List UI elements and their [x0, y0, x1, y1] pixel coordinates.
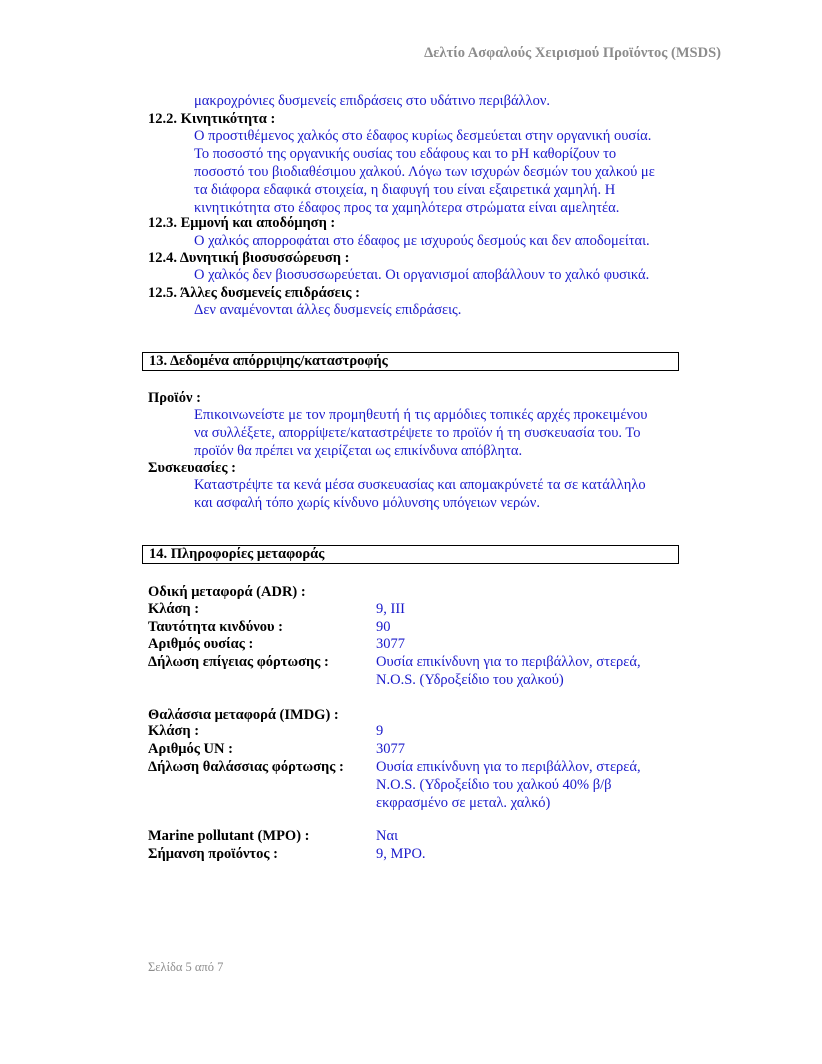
marine-pollutant-value: Ναι: [376, 828, 398, 844]
un-number-label: Αριθμός UN :: [148, 741, 233, 757]
sea-declaration-line: N.O.S. (Υδροξείδιο του χαλκού 40% β/β: [376, 777, 612, 793]
product-marking-value: 9, MPO.: [376, 846, 426, 862]
persistence-text: Ο χαλκός απορροφάται στο έδαφος με ισχυρούς δεσμούς και δεν αποδομείται.: [194, 233, 650, 249]
marine-pollutant-label: Marine pollutant (MPO) :: [148, 828, 310, 844]
section-13-title-box: 13. Δεδομένα απόρριψης/καταστροφής: [142, 352, 679, 371]
document-header-title: Δελτίο Ασφαλούς Χειρισμού Προϊόντος (MSDS): [424, 45, 721, 61]
substance-number-value: 3077: [376, 636, 405, 652]
intro-line: μακροχρόνιες δυσμενείς επιδράσεις στο υδάτινο περιβάλλον.: [194, 93, 551, 109]
sea-declaration-value: [376, 758, 641, 812]
land-declaration-line: Ουσία επικίνδυνη για το περιβάλλον, στερεά,: [376, 654, 641, 670]
mobility-line: Ο προστιθέμενος χαλκός στο έδαφος κυρίως δεσμεύεται στην οργανική ουσία.: [194, 128, 652, 144]
product-marking-label: Σήμανση προϊόντος :: [148, 846, 278, 862]
sea-declaration-label: Δήλωση θαλάσσιας φόρτωσης :: [148, 759, 344, 775]
page-number: Σελίδα 5 από 7: [148, 960, 224, 974]
mobility-line: τα διάφορα εδαφικά στοιχεία, η διαφυγή του είναι εξαιρετικά χαμηλή. Η: [194, 182, 616, 198]
road-transport-heading: Οδική μεταφορά (ADR) :: [148, 584, 306, 600]
bioaccumulation-heading: 12.4. Δυνητική βιοσυσσώρευση :: [148, 250, 350, 266]
packaging-line: και ασφαλή τόπο χωρίς κίνδυνο μόλυνσης υπόγειων νερών.: [194, 495, 540, 511]
product-heading: Προϊόν :: [148, 390, 201, 406]
road-class-label: Κλάση :: [148, 601, 200, 617]
product-text: [194, 406, 689, 460]
un-number-value: 3077: [376, 741, 405, 757]
sea-class-value: 9: [376, 723, 384, 739]
bioaccumulation-text: Ο χαλκός δεν βιοσυσσωρεύεται. Οι οργανισμοί αποβάλλουν το χαλκό φυσικά.: [194, 267, 650, 283]
sea-transport-heading: Θαλάσσια μεταφορά (IMDG) :: [148, 707, 339, 723]
mobility-text: [194, 127, 689, 217]
other-effects-text: Δεν αναμένονται άλλες δυσμενείς επιδράσεις.: [194, 302, 462, 318]
section-14-title-box: 14. Πληροφορίες μεταφοράς: [142, 545, 679, 564]
sea-declaration-line: εκφρασμένο σε μεταλ. χαλκό): [376, 795, 551, 811]
mobility-line: κινητικότητα στο έδαφος προς τα χαμηλότερα στρώματα είναι αμελητέα.: [194, 200, 620, 216]
sea-class-label: Κλάση :: [148, 723, 200, 739]
land-declaration-line: N.O.S. (Υδροξείδιο του χαλκού): [376, 672, 564, 688]
land-declaration-value: [376, 653, 641, 689]
land-declaration-label: Δήλωση επίγειας φόρτωσης :: [148, 654, 329, 670]
sea-declaration-line: Ουσία επικίνδυνη για το περιβάλλον, στερεά,: [376, 759, 641, 775]
packaging-heading: Συσκευασίες :: [148, 460, 236, 476]
mobility-line: Το ποσοστό της οργανικής ουσίας του εδάφους και το pH καθορίζουν το: [194, 146, 617, 162]
other-effects-heading: 12.5. Άλλες δυσμενείς επιδράσεις :: [148, 285, 360, 301]
road-class-value: 9, III: [376, 601, 405, 617]
packaging-line: Καταστρέψτε τα κενά μέσα συσκευασίας και απομακρύνετέ τα σε κατάλληλο: [194, 477, 646, 493]
packaging-text: [194, 476, 689, 512]
hazard-id-value: 90: [376, 619, 391, 635]
persistence-heading: 12.3. Εμμονή και αποδόμηση :: [148, 215, 336, 231]
product-line: Επικοινωνείστε με τον προμηθευτή ή τις αρμόδιες τοπικές αρχές προκειμένου: [194, 407, 648, 423]
substance-number-label: Αριθμός ουσίας :: [148, 636, 254, 652]
mobility-line: ποσοστό του βιοδιαθέσιμου χαλκού. Λόγω των ισχυρών δεσμών του χαλκού με: [194, 164, 655, 180]
hazard-id-label: Ταυτότητα κινδύνου :: [148, 619, 284, 635]
product-line: προϊόν θα πρέπει να χειρίζεται ως επικίνδυνα απόβλητα.: [194, 443, 523, 459]
product-line: να συλλέξετε, απορρίψετε/καταστρέψετε το προϊόν ή τη συσκευασία του. Το: [194, 425, 641, 441]
mobility-heading: 12.2. Κινητικότητα :: [148, 111, 276, 127]
